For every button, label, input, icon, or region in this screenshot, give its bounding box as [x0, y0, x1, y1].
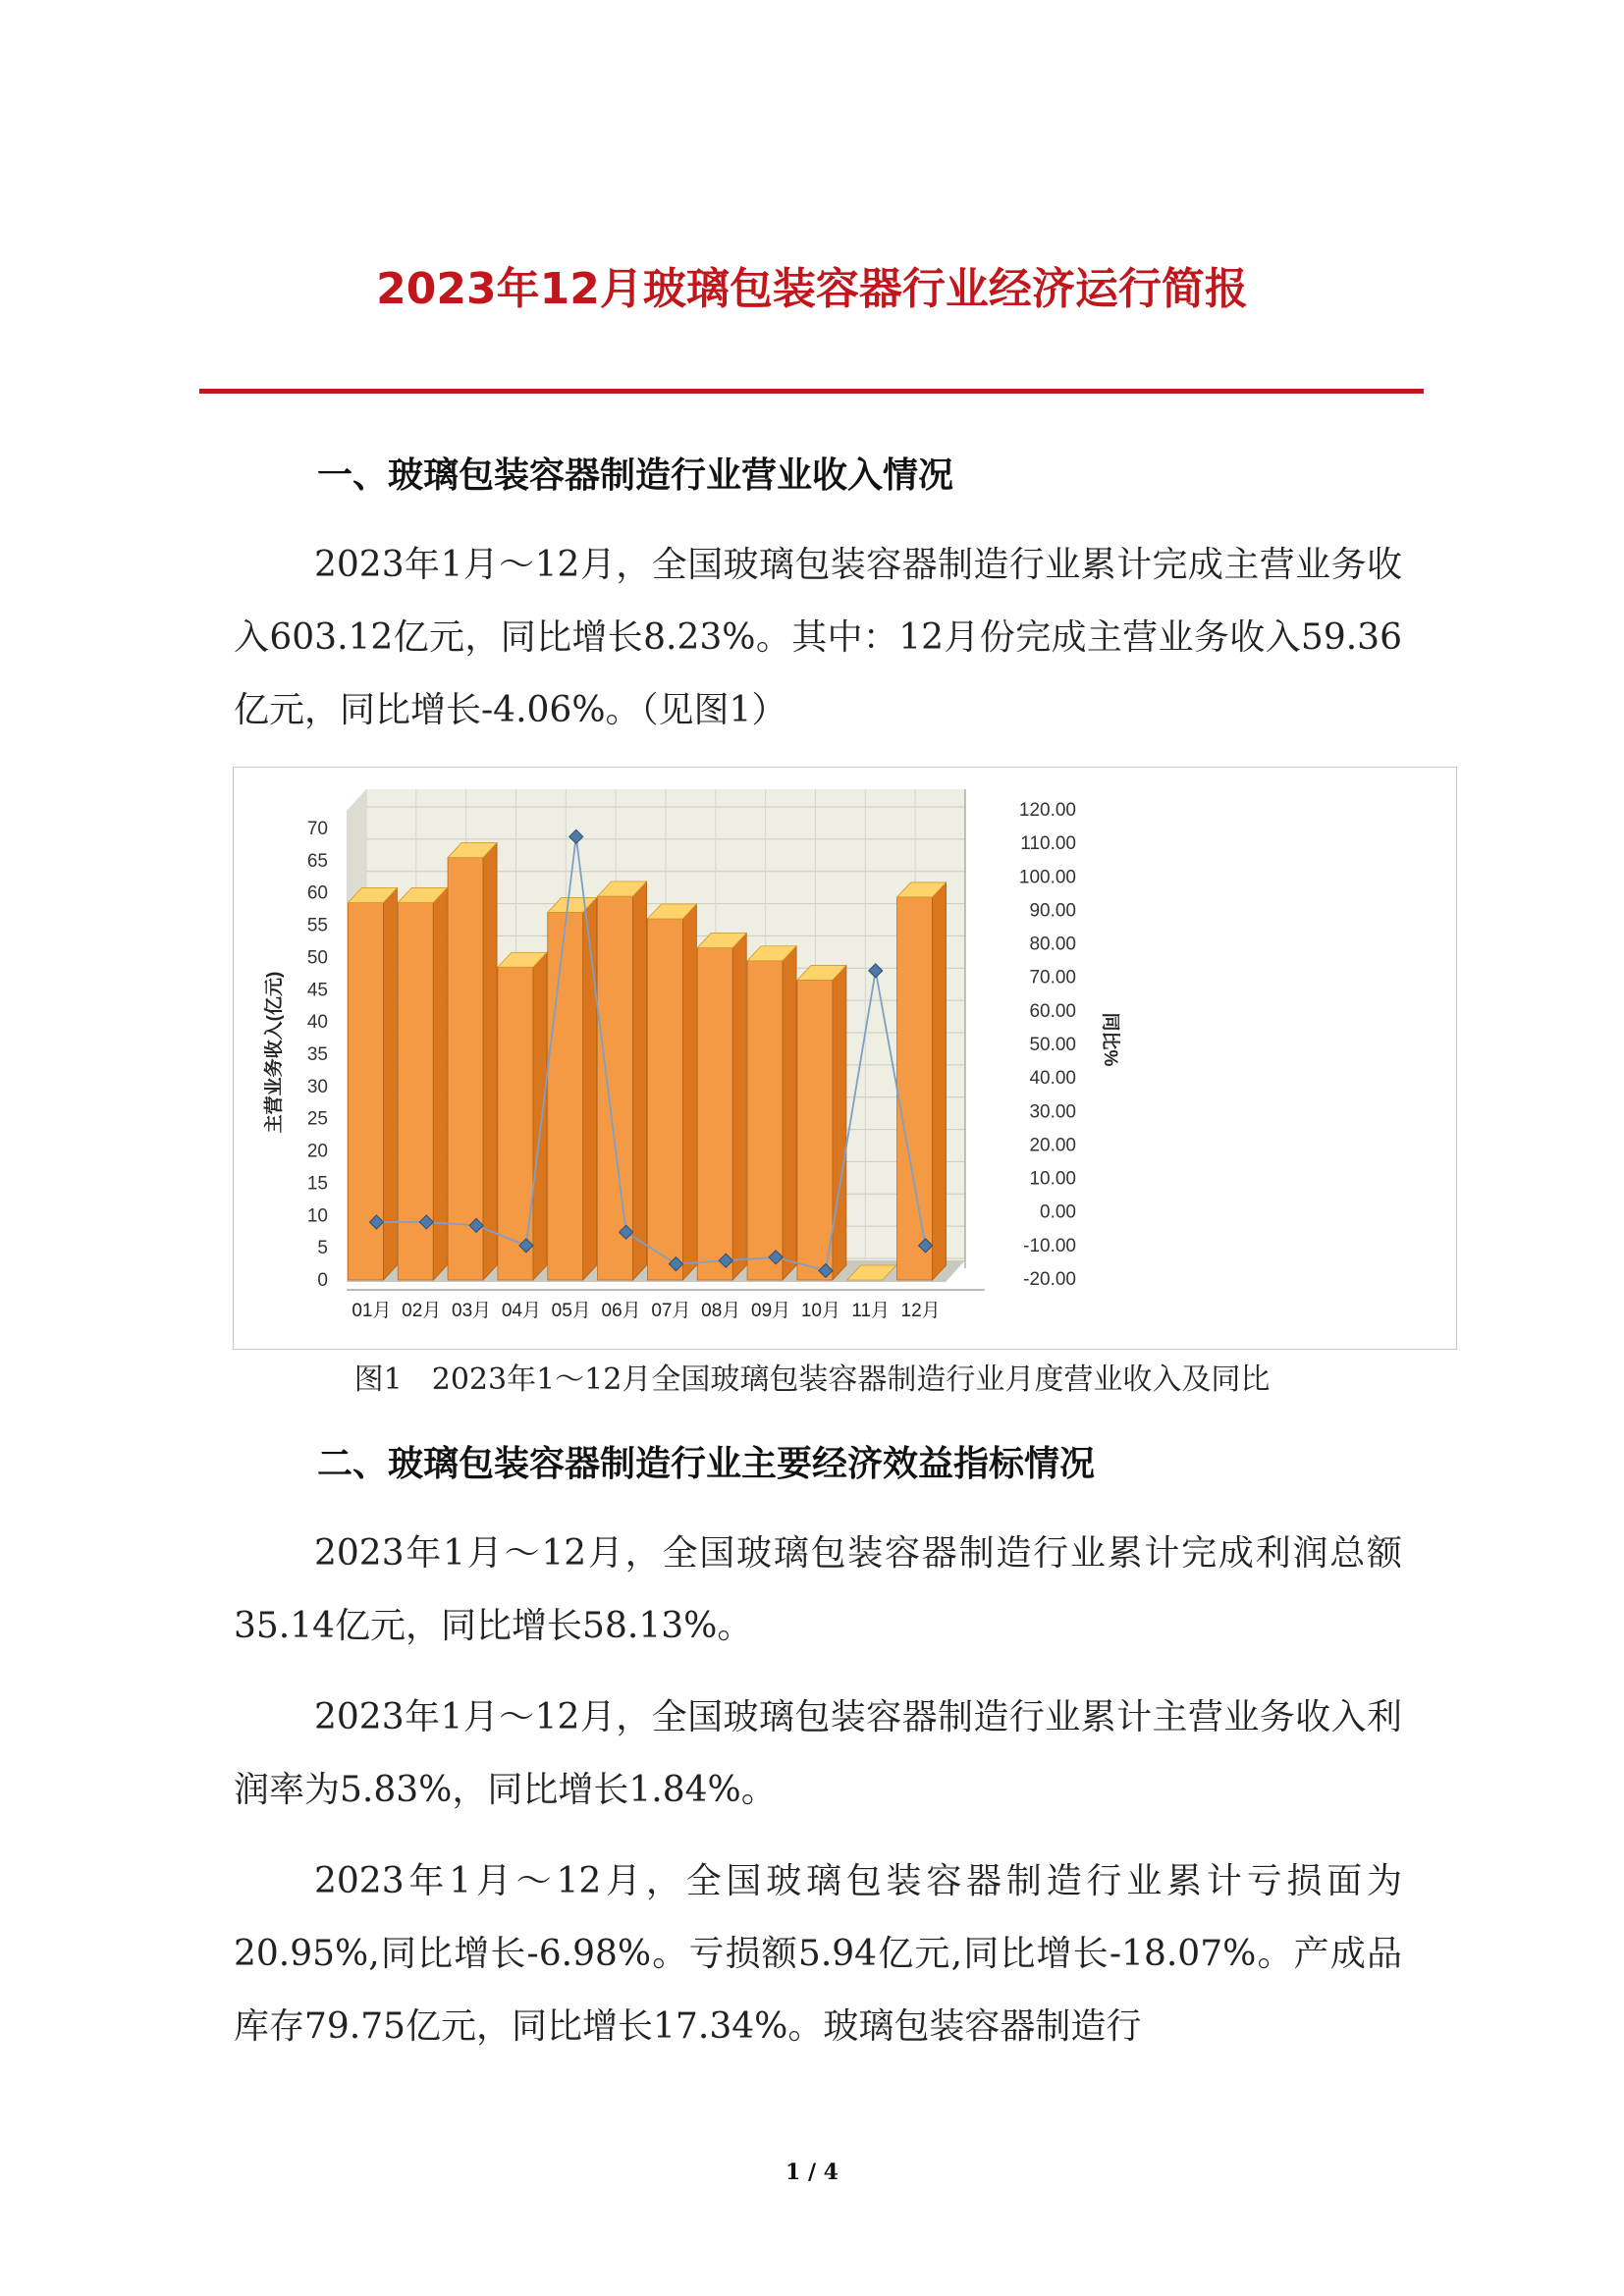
y-tick-label: 50 — [306, 947, 328, 969]
x-tick-label: 05月 — [551, 1301, 591, 1321]
bar-04月 — [498, 952, 547, 1280]
chart-svg — [234, 768, 1456, 1349]
bar-09月 — [747, 946, 796, 1280]
y2-tick-label: 50.00 — [1029, 1035, 1076, 1055]
bar-front — [598, 896, 633, 1280]
bar-side — [833, 965, 846, 1280]
bar-front — [697, 948, 732, 1280]
y-tick-label: 65 — [306, 850, 328, 872]
bar-side — [783, 946, 796, 1280]
y-axis-title: 主营业务收入(亿元) — [264, 971, 285, 1134]
y2-axis-title: 同比% — [1100, 1012, 1120, 1067]
y2-tick-label: 80.00 — [1029, 934, 1076, 955]
y-tick-label: 10 — [306, 1205, 328, 1227]
y2-tick-label: -20.00 — [1023, 1269, 1076, 1290]
bar-10月 — [797, 965, 846, 1280]
y-tick-label: 55 — [306, 915, 328, 936]
y-tick-label: 30 — [306, 1076, 328, 1097]
y2-tick-label: 10.00 — [1029, 1168, 1076, 1190]
bar-08月 — [697, 934, 746, 1280]
y-tick-label: 0 — [317, 1270, 328, 1291]
y-tick-label: 45 — [306, 980, 328, 1001]
page-number: 1 / 4 — [785, 2160, 839, 2185]
x-tick-label: 02月 — [402, 1301, 442, 1321]
y2-tick-label: 40.00 — [1029, 1068, 1076, 1090]
y2-tick-label: 30.00 — [1029, 1101, 1076, 1123]
y-tick-label: 40 — [306, 1012, 328, 1034]
bar-front — [548, 912, 583, 1280]
section-1-heading: 一、玻璃包装容器制造行业营业收入情况 — [317, 455, 954, 496]
y2-tick-label: -10.00 — [1023, 1235, 1076, 1256]
bar-03月 — [448, 843, 497, 1280]
bar-front — [647, 919, 682, 1280]
y2-tick-label: 110.00 — [1020, 833, 1076, 855]
y-tick-label: 5 — [317, 1238, 328, 1259]
x-tick-label: 08月 — [701, 1301, 741, 1321]
bar-06月 — [598, 881, 647, 1280]
bar-side — [433, 888, 447, 1280]
document-title: 2023年12月玻璃包装容器行业经济运行简报 — [376, 264, 1248, 314]
y2-tick-label: 90.00 — [1029, 900, 1076, 922]
x-tick-label: 12月 — [900, 1301, 941, 1321]
y-tick-label: 60 — [306, 882, 328, 904]
bar-side — [483, 843, 497, 1280]
bar-07月 — [647, 904, 696, 1280]
y2-tick-label: 20.00 — [1029, 1135, 1076, 1156]
figure-caption: 图1 2023年1～12月全国玻璃包装容器制造行业月度营业收入及同比 — [353, 1362, 1271, 1397]
y2-tick-label: 100.00 — [1018, 867, 1076, 888]
bar-05月 — [548, 897, 597, 1280]
x-tick-label: 04月 — [501, 1301, 541, 1321]
revenue-chart — [233, 767, 1457, 1350]
x-tick-label: 01月 — [352, 1301, 392, 1321]
y2-tick-label: 120.00 — [1018, 800, 1076, 821]
x-tick-label: 11月 — [851, 1301, 891, 1321]
section-2-heading: 二、玻璃包装容器制造行业主要经济效益指标情况 — [317, 1444, 1096, 1484]
title-divider — [199, 389, 1424, 394]
y-tick-label: 15 — [306, 1173, 328, 1195]
bar-front — [448, 858, 483, 1280]
section-1-paragraph: 2023年1月～12月，全国玻璃包装容器制造行业累计完成主营业务收入603.12亿元，同比增长8.23%。其中：12月份完成主营业务收入59.36亿元，同比增长-4.06%。（见图1） — [234, 545, 1402, 730]
x-tick-label: 10月 — [800, 1301, 840, 1321]
y-tick-label: 25 — [306, 1108, 328, 1130]
bar-side — [732, 934, 746, 1280]
y-tick-label: 35 — [306, 1044, 328, 1065]
bar-side — [583, 897, 597, 1280]
bar-front — [897, 897, 933, 1280]
section-2-paragraph-1: 2023年1月～12月，全国玻璃包装容器制造行业累计完成利润总额35.14亿元，同比增长58.13%。 — [234, 1533, 1402, 1646]
x-tick-label: 03月 — [452, 1301, 492, 1321]
bar-side — [682, 904, 696, 1280]
section-2-paragraph-3: 2023年1月～12月，全国玻璃包装容器制造行业累计亏损面为20.95%,同比增长-6.98%。亏损额5.94亿元,同比增长-18.07%。产成品库存79.75亿元，同比增长17.34%。玻璃包装容器制造行 — [234, 1861, 1402, 2047]
bar-side — [533, 952, 547, 1280]
bar-front — [797, 980, 833, 1280]
x-tick-label: 06月 — [601, 1301, 641, 1321]
y2-tick-label: 70.00 — [1029, 967, 1076, 988]
x-tick-label: 07月 — [651, 1301, 691, 1321]
x-tick-label: 09月 — [751, 1301, 791, 1321]
y-tick-label: 70 — [306, 819, 328, 839]
bar-side — [633, 881, 647, 1280]
y-tick-label: 20 — [306, 1141, 328, 1162]
y2-tick-label: 0.00 — [1040, 1201, 1076, 1223]
section-2-paragraph-2: 2023年1月～12月，全国玻璃包装容器制造行业累计主营业务收入利润率为5.83%，同比增长1.84%。 — [234, 1697, 1402, 1810]
bar-front — [747, 961, 783, 1280]
y2-tick-label: 60.00 — [1029, 1000, 1076, 1022]
bar-side — [933, 882, 947, 1280]
